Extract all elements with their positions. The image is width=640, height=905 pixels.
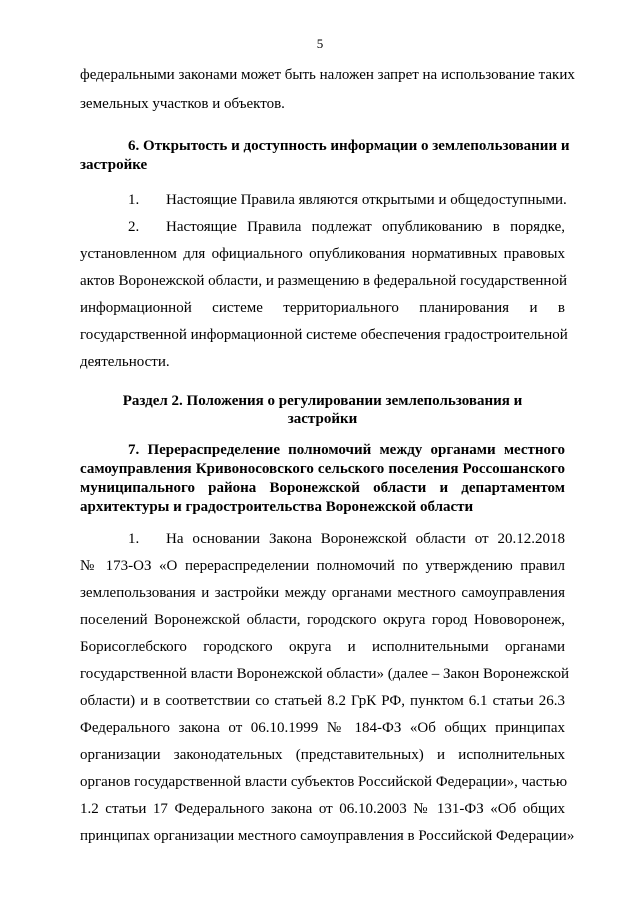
item-number: 2.: [128, 219, 140, 235]
section-heading: застройке: [80, 157, 148, 173]
paragraph-line: принципах организации местного самоуправления в Российской Федерации»: [80, 828, 575, 844]
section-heading: 6. Открытость и доступность информации о землепользовании и: [128, 138, 570, 154]
paragraph-line: актов Воронежской области, и размещению в федеральной государственной: [80, 273, 567, 289]
paragraph-line: государственной власти Воронежской области» (далее – Закон Воронежской: [80, 666, 569, 682]
paragraph-line: землепользования и застройки между органами местного самоуправления: [80, 585, 565, 601]
paragraph-line: федеральными законами может быть наложен запрет на использование таких: [80, 67, 575, 83]
paragraph-line: органов государственной власти субъектов Российской Федерации», частью: [80, 774, 568, 790]
item-text: На основании Закона Воронежской области от 20.12.2018: [166, 531, 565, 547]
paragraph-line: Федерального закона от 06.10.1999 № 184-ФЗ «Об общих принципах: [80, 720, 565, 736]
paragraph-line: организации законодательных (представительных) и исполнительных: [80, 747, 565, 763]
paragraph-line: государственной информационной системе обеспечения градостроительной: [80, 327, 568, 343]
item-number: 1.: [128, 531, 140, 547]
paragraph-line: области) и в соответствии со статьей 8.2 ГрК РФ, пунктом 6.1 статьи 26.3: [80, 693, 565, 709]
item-number: 1.: [128, 192, 140, 208]
paragraph-line: информационной системе территориального планирования и в: [80, 300, 565, 316]
section-heading: муниципального района Воронежской области и департаментом: [80, 480, 565, 496]
section-heading: самоуправления Кривоносовского сельского поселения Россошанского: [80, 461, 565, 477]
paragraph-line: поселений Воронежской области, городского округа город Нововоронеж,: [80, 612, 565, 628]
paragraph-line: Борисоглебского городского округа и исполнительными органами: [80, 639, 565, 655]
item-text: Настоящие Правила подлежат опубликованию в порядке,: [166, 219, 565, 235]
paragraph-line: деятельности.: [80, 354, 170, 370]
item-text: Настоящие Правила являются открытыми и общедоступными.: [166, 192, 567, 208]
paragraph-line: земельных участков и объектов.: [80, 96, 285, 112]
paragraph-line: № 173-ОЗ «О перераспределении полномочий по утверждению правил: [80, 558, 565, 574]
section-heading: архитектуры и градостроительства Воронежской области: [80, 499, 474, 515]
part-heading: застройки: [287, 411, 358, 427]
page-number: 5: [316, 36, 324, 51]
paragraph-line: 1.2 статьи 17 Федерального закона от 06.10.2003 № 131-ФЗ «Об общих: [80, 801, 565, 817]
section-heading: 7. Перераспределение полномочий между органами местного: [128, 442, 565, 458]
part-heading: Раздел 2. Положения о регулировании землепользования и: [122, 393, 523, 409]
paragraph-line: установленном для официального опубликования нормативных правовых: [80, 246, 565, 262]
